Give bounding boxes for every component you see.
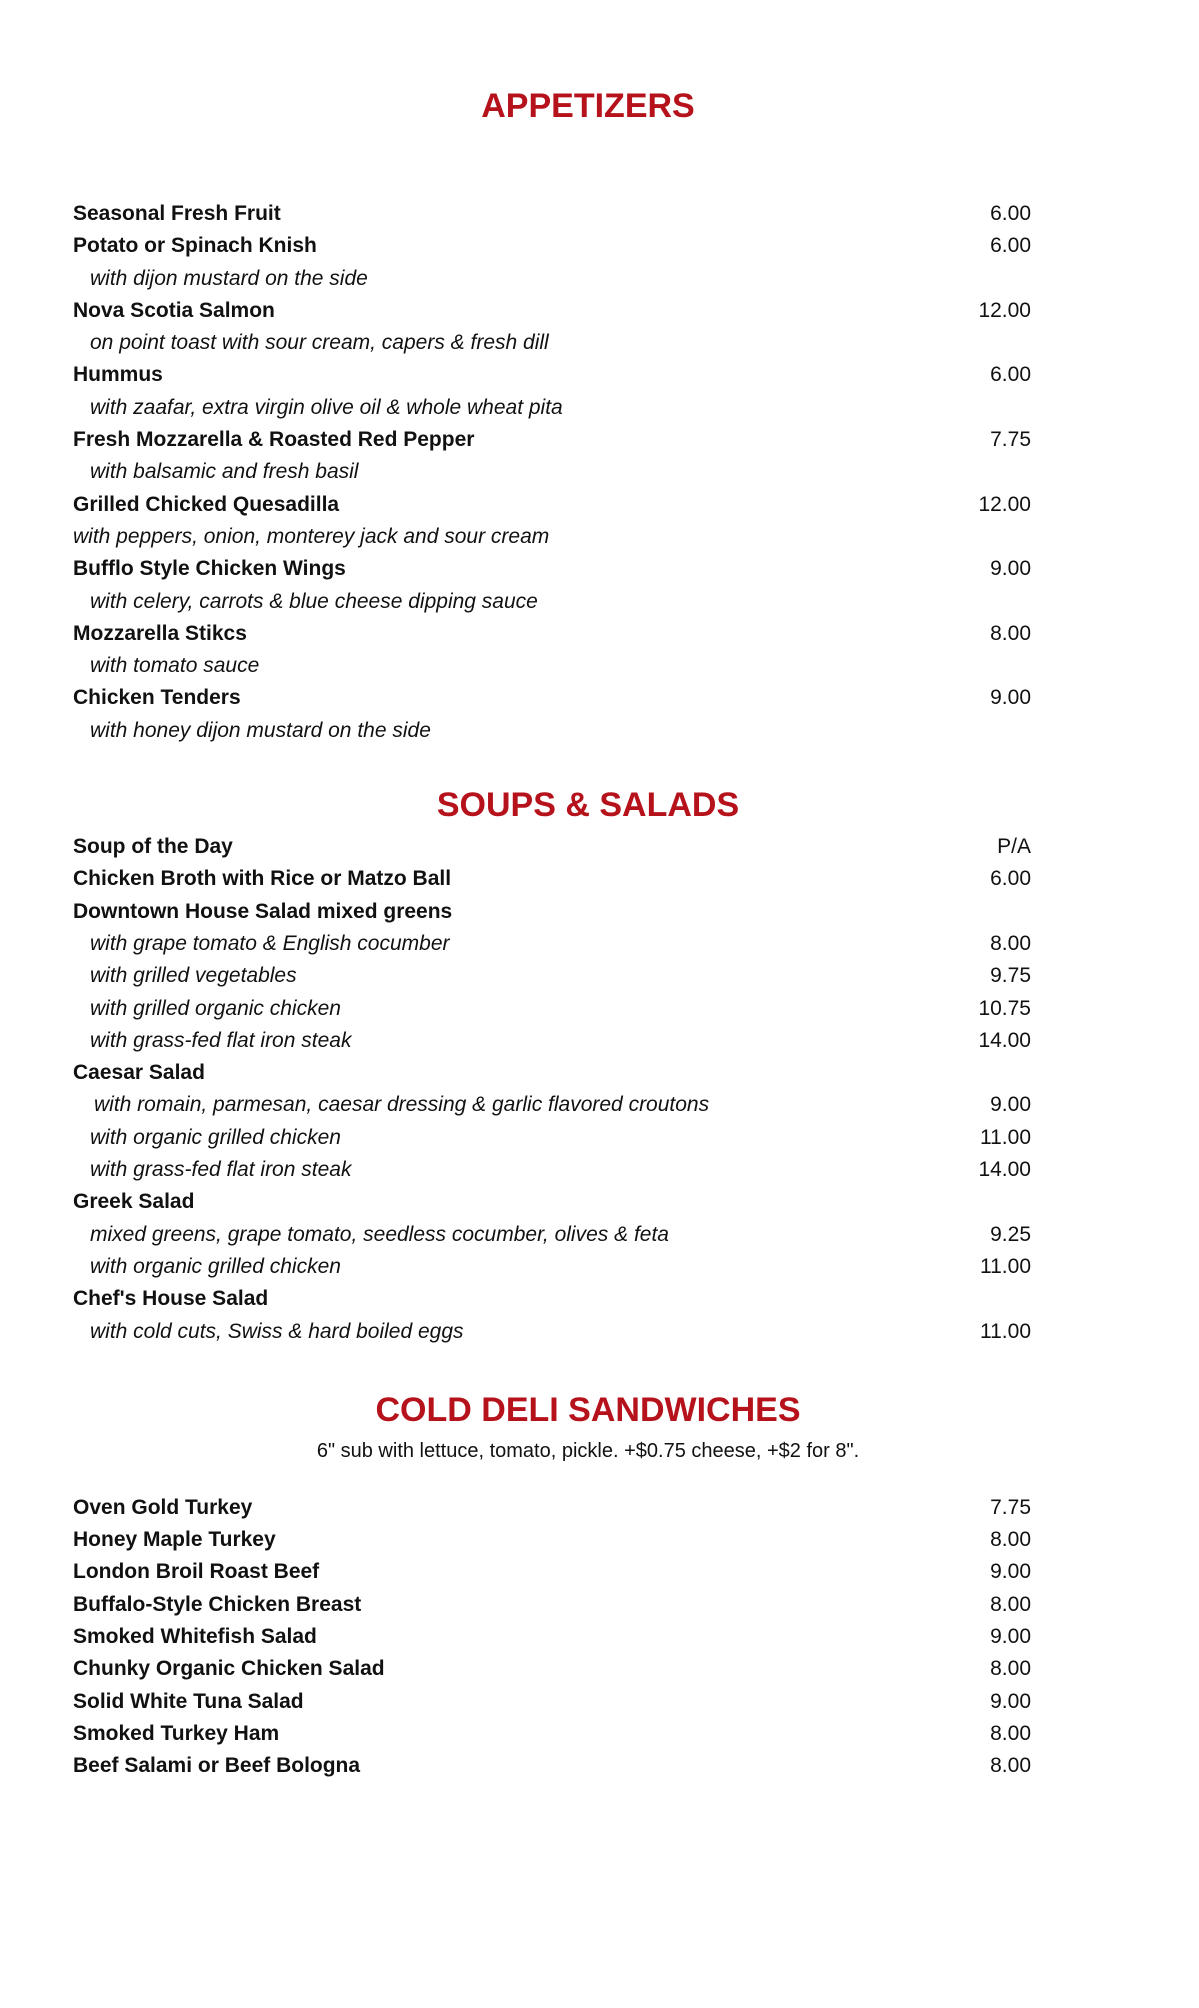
menu-item (73, 424, 1053, 456)
item-name: with tomato sauce (90, 654, 260, 678)
item-price: 11.00 (980, 1254, 1031, 1278)
section-title: COLD DELI SANDWICHES (375, 1390, 801, 1429)
item-name: Mozzarella Stikcs (73, 621, 247, 645)
section-soups-salads (73, 783, 1053, 1348)
item-price: 10.75 (978, 996, 1031, 1020)
item-name: with dijon mustard on the side (90, 266, 368, 290)
menu-item (73, 863, 1053, 895)
item-name: Solid White Tuna Salad (73, 1689, 304, 1713)
item-name: with organic grilled chicken (90, 1125, 341, 1149)
item-price: 9.00 (990, 1689, 1031, 1713)
menu-item (73, 230, 1053, 262)
section-title: APPETIZERS (481, 87, 695, 125)
item-name: with zaafar, extra virgin olive oil & whole wheat pita (90, 395, 563, 419)
menu-item-description (73, 1251, 1053, 1283)
item-name: Chunky Organic Chicken Salad (73, 1657, 385, 1681)
item-name: with peppers, onion, monterey jack and sour cream (73, 524, 550, 548)
item-price: 8.00 (990, 621, 1031, 645)
item-name: Smoked Turkey Ham (73, 1721, 280, 1745)
menu-item-description (73, 263, 1053, 295)
item-name: with grass-fed flat iron steak (90, 1158, 352, 1182)
item-price: 8.00 (990, 931, 1031, 955)
item-name: Buffalo-Style Chicken Breast (73, 1592, 362, 1616)
item-name: Hummus (73, 363, 163, 387)
item-name: with organic grilled chicken (90, 1254, 341, 1278)
menu-item-description (73, 960, 1053, 992)
menu-item (73, 295, 1053, 327)
item-price: 7.75 (990, 428, 1031, 452)
menu-item (73, 831, 1053, 863)
item-name: Chicken Broth with Rice or Matzo Ball (73, 867, 452, 891)
menu-list (73, 831, 1053, 1348)
item-price: 12.00 (978, 298, 1031, 322)
menu-item-description (73, 1122, 1053, 1154)
item-name: Nova Scotia Salmon (73, 298, 275, 322)
menu-item (73, 1524, 1053, 1556)
menu-list (73, 198, 1053, 747)
menu-item-description (73, 586, 1053, 618)
item-price: 9.25 (990, 1222, 1031, 1246)
menu-item (73, 1686, 1053, 1718)
item-name: with grape tomato & English cocumber (90, 931, 450, 955)
item-name: with grilled vegetables (90, 964, 297, 988)
menu-item (73, 1283, 1053, 1315)
item-price: 9.00 (990, 1093, 1031, 1117)
menu-item-description (73, 650, 1053, 682)
menu-list (73, 1492, 1053, 1783)
item-price: 12.00 (978, 492, 1031, 516)
item-name: Caesar Salad (73, 1061, 205, 1085)
item-price: 8.00 (990, 1721, 1031, 1745)
item-price: 8.00 (990, 1657, 1031, 1681)
item-price: 6.00 (990, 234, 1031, 258)
menu-item (73, 1589, 1053, 1621)
item-name: Grilled Chicked Quesadilla (73, 492, 340, 516)
item-name: Honey Maple Turkey (73, 1528, 276, 1552)
item-price: 11.00 (980, 1125, 1031, 1149)
item-price: 14.00 (978, 1158, 1031, 1182)
menu-item-description (73, 1316, 1053, 1348)
item-name: Beef Salami or Beef Bologna (73, 1754, 361, 1778)
menu-item (73, 1492, 1053, 1524)
item-name: with romain, parmesan, caesar dressing & garlic flavored croutons (94, 1093, 710, 1117)
menu-item (73, 1718, 1053, 1750)
item-price: P/A (997, 835, 1031, 859)
menu-page (73, 84, 1053, 1782)
menu-item-description (73, 521, 1053, 553)
item-price: 9.00 (990, 686, 1031, 710)
menu-item-description (73, 715, 1053, 747)
item-price: 9.00 (990, 557, 1031, 581)
item-price: 6.00 (990, 867, 1031, 891)
item-price: 8.00 (990, 1592, 1031, 1616)
menu-item (73, 896, 1053, 928)
menu-item (73, 553, 1053, 585)
item-price: 6.00 (990, 202, 1031, 225)
item-name: Downtown House Salad mixed greens (73, 899, 453, 923)
item-price: 9.00 (990, 1624, 1031, 1648)
item-name: with celery, carrots & blue cheese dipping sauce (90, 589, 538, 613)
item-name: mixed greens, grape tomato, seedless cocumber, olives & feta (90, 1222, 669, 1246)
menu-item (73, 682, 1053, 714)
section-cold-deli-sandwiches (73, 1388, 1053, 1783)
item-name: on point toast with sour cream, capers & fresh dill (90, 331, 549, 355)
section-note: 6" sub with lettuce, tomato, pickle. +$0.75 cheese, +$2 for 8". (316, 1439, 860, 1462)
item-price: 14.00 (978, 1028, 1031, 1052)
menu-item-description (73, 993, 1053, 1025)
menu-item (73, 359, 1053, 391)
item-price: 11.00 (980, 1319, 1031, 1343)
menu-item (73, 1621, 1053, 1653)
item-name: Oven Gold Turkey (73, 1495, 253, 1519)
item-name: London Broil Roast Beef (73, 1560, 320, 1584)
item-name: with grass-fed flat iron steak (90, 1028, 352, 1052)
item-name: with cold cuts, Swiss & hard boiled eggs (90, 1319, 464, 1343)
item-name: with honey dijon mustard on the side (90, 718, 431, 742)
item-name: Fresh Mozzarella & Roasted Red Pepper (73, 428, 475, 452)
menu-item (73, 1556, 1053, 1588)
item-price: 6.00 (990, 363, 1031, 387)
menu-item-description (73, 1219, 1053, 1251)
menu-item (73, 618, 1053, 650)
menu-item-description (73, 1089, 1053, 1121)
section-appetizers (73, 84, 1053, 747)
menu-item (73, 198, 1053, 230)
section-title: SOUPS & SALADS (436, 786, 740, 825)
item-name: with balsamic and fresh basil (90, 460, 359, 484)
menu-item-description (73, 327, 1053, 359)
item-name: Greek Salad (73, 1190, 195, 1214)
menu-item-description (73, 1154, 1053, 1186)
item-name: Chef's House Salad (73, 1287, 269, 1311)
menu-item-description (73, 1025, 1053, 1057)
item-name: Seasonal Fresh Fruit (73, 202, 281, 225)
item-price: 9.00 (990, 1560, 1031, 1584)
item-price: 7.75 (990, 1495, 1031, 1519)
item-name: Chicken Tenders (73, 686, 241, 710)
menu-item-description (73, 928, 1053, 960)
item-price: 9.75 (990, 964, 1031, 988)
menu-item-description (73, 456, 1053, 488)
item-name: with grilled organic chicken (90, 996, 341, 1020)
menu-item (73, 489, 1053, 521)
item-price: 8.00 (990, 1528, 1031, 1552)
menu-item-description (73, 392, 1053, 424)
menu-item (73, 1186, 1053, 1218)
menu-item (73, 1653, 1053, 1685)
item-name: Bufflo Style Chicken Wings (73, 557, 346, 581)
menu-item (73, 1057, 1053, 1089)
item-name: Potato or Spinach Knish (73, 234, 317, 258)
item-price: 8.00 (990, 1754, 1031, 1778)
item-name: Smoked Whitefish Salad (73, 1624, 317, 1648)
item-name: Soup of the Day (73, 835, 233, 859)
menu-item (73, 1750, 1053, 1782)
